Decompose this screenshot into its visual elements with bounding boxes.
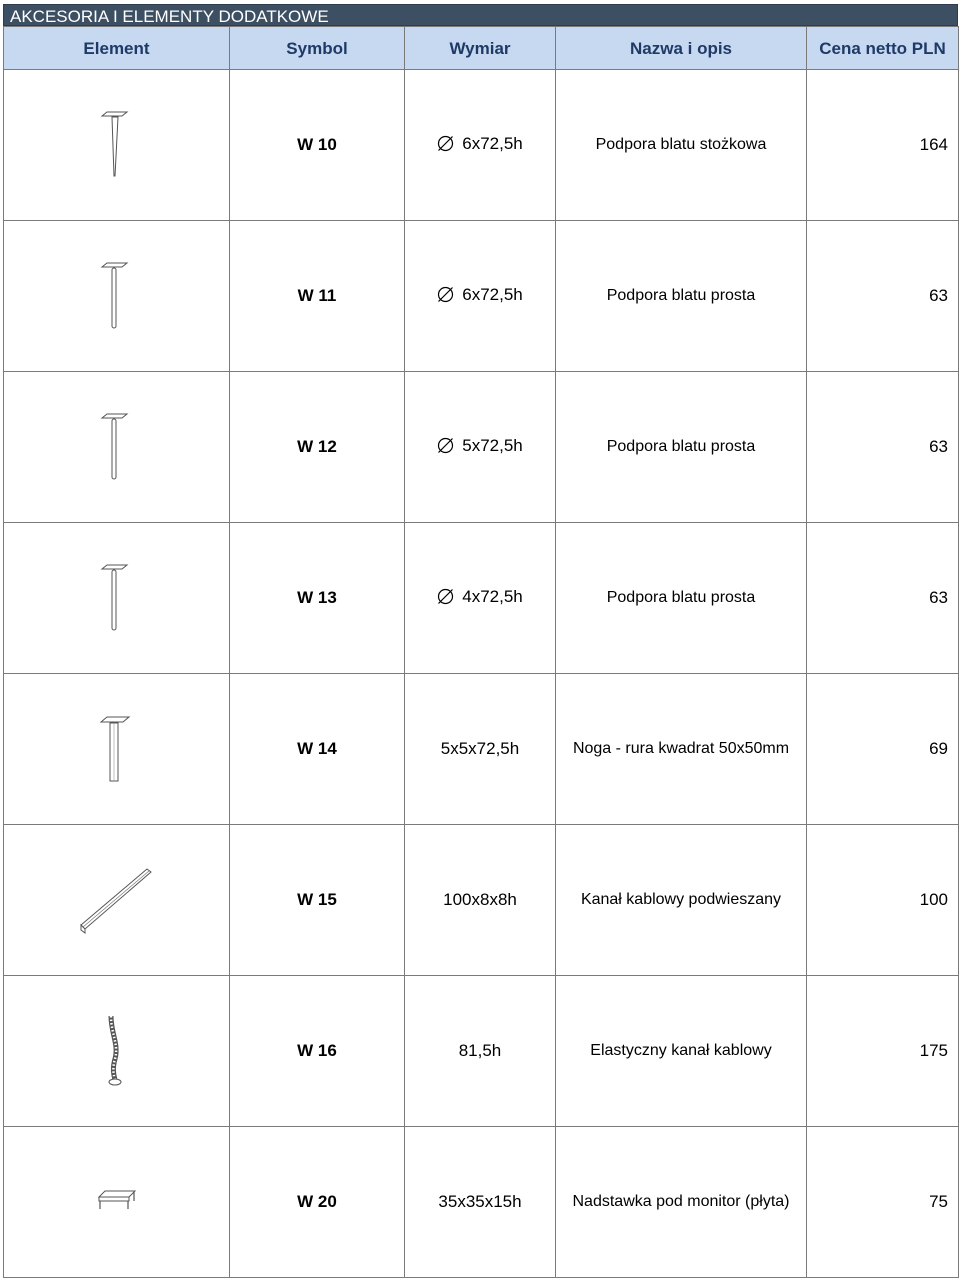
element-image-cell	[4, 523, 230, 674]
flexible-cable-spine-icon	[4, 1014, 229, 1088]
price-cell: 164	[807, 70, 959, 221]
price-cell: 75	[807, 1127, 959, 1278]
name-cell: Elastyczny kanał kablowy	[556, 976, 807, 1127]
dimension-cell	[405, 221, 556, 372]
straight-leg-icon	[4, 412, 229, 482]
element-image-cell	[4, 372, 230, 523]
section-title: AKCESORIA I ELEMENTY DODATKOWE	[3, 4, 958, 26]
table-row	[4, 221, 959, 372]
price-cell: 63	[807, 523, 959, 674]
element-image-cell	[4, 976, 230, 1127]
tapered-leg-icon	[4, 110, 229, 180]
price-list-page	[3, 4, 958, 1278]
dimension-cell	[405, 976, 556, 1127]
name-cell: Podpora blatu prosta	[556, 221, 807, 372]
column-header-price: Cena netto PLN	[807, 27, 959, 70]
dimension-cell	[405, 523, 556, 674]
symbol-cell: W 16	[230, 976, 405, 1127]
element-image-cell	[4, 221, 230, 372]
cable-channel-icon	[4, 865, 229, 935]
dimension-value: 35x35x15h	[438, 1192, 522, 1211]
dimension-cell	[405, 372, 556, 523]
dimension-cell	[405, 1127, 556, 1278]
name-cell: Podpora blatu stożkowa	[556, 70, 807, 221]
dimension-value: 5x72,5h	[462, 435, 523, 455]
accessories-table	[3, 26, 959, 1278]
price-cell: 69	[807, 674, 959, 825]
symbol-cell: W 10	[230, 70, 405, 221]
dimension-cell	[405, 70, 556, 221]
diameter-icon	[437, 437, 454, 459]
table-row	[4, 1127, 959, 1278]
diameter-icon	[437, 588, 454, 610]
dimension-value: 6x72,5h	[462, 284, 523, 304]
element-image-cell	[4, 70, 230, 221]
straight-leg-icon	[4, 563, 229, 633]
dimension-value: 5x5x72,5h	[440, 739, 520, 758]
diameter-icon	[437, 135, 454, 157]
element-image-cell	[4, 825, 230, 976]
price-cell: 100	[807, 825, 959, 976]
symbol-cell: W 12	[230, 372, 405, 523]
column-header-name: Nazwa i opis	[556, 27, 807, 70]
column-header-symbol: Symbol	[230, 27, 405, 70]
name-cell: Podpora blatu prosta	[556, 523, 807, 674]
table-row	[4, 70, 959, 221]
symbol-cell: W 20	[230, 1127, 405, 1278]
name-cell: Kanał kablowy podwieszany	[556, 825, 807, 976]
symbol-cell: W 11	[230, 221, 405, 372]
dimension-cell	[405, 825, 556, 976]
element-image-cell	[4, 1127, 230, 1278]
monitor-stand-icon	[4, 1187, 229, 1217]
table-row	[4, 976, 959, 1127]
symbol-cell: W 15	[230, 825, 405, 976]
diameter-icon	[437, 286, 454, 308]
column-header-element: Element	[4, 27, 230, 70]
table-row	[4, 372, 959, 523]
name-cell: Nadstawka pod monitor (płyta)	[556, 1127, 807, 1278]
symbol-cell: W 13	[230, 523, 405, 674]
price-cell: 175	[807, 976, 959, 1127]
name-cell: Podpora blatu prosta	[556, 372, 807, 523]
dimension-value: 81,5h	[458, 1041, 502, 1060]
dimension-cell	[405, 674, 556, 825]
table-row	[4, 825, 959, 976]
element-image-cell	[4, 674, 230, 825]
table-header-row	[4, 27, 959, 70]
price-cell: 63	[807, 221, 959, 372]
table-row	[4, 523, 959, 674]
column-header-dimension: Wymiar	[405, 27, 556, 70]
dimension-value: 6x72,5h	[462, 133, 523, 153]
straight-leg-icon	[4, 261, 229, 331]
symbol-cell: W 14	[230, 674, 405, 825]
table-row	[4, 674, 959, 825]
square-leg-icon	[4, 714, 229, 784]
name-cell: Noga - rura kwadrat 50x50mm	[556, 674, 807, 825]
dimension-value: 4x72,5h	[462, 586, 523, 606]
price-cell: 63	[807, 372, 959, 523]
dimension-value: 100x8x8h	[443, 890, 517, 909]
